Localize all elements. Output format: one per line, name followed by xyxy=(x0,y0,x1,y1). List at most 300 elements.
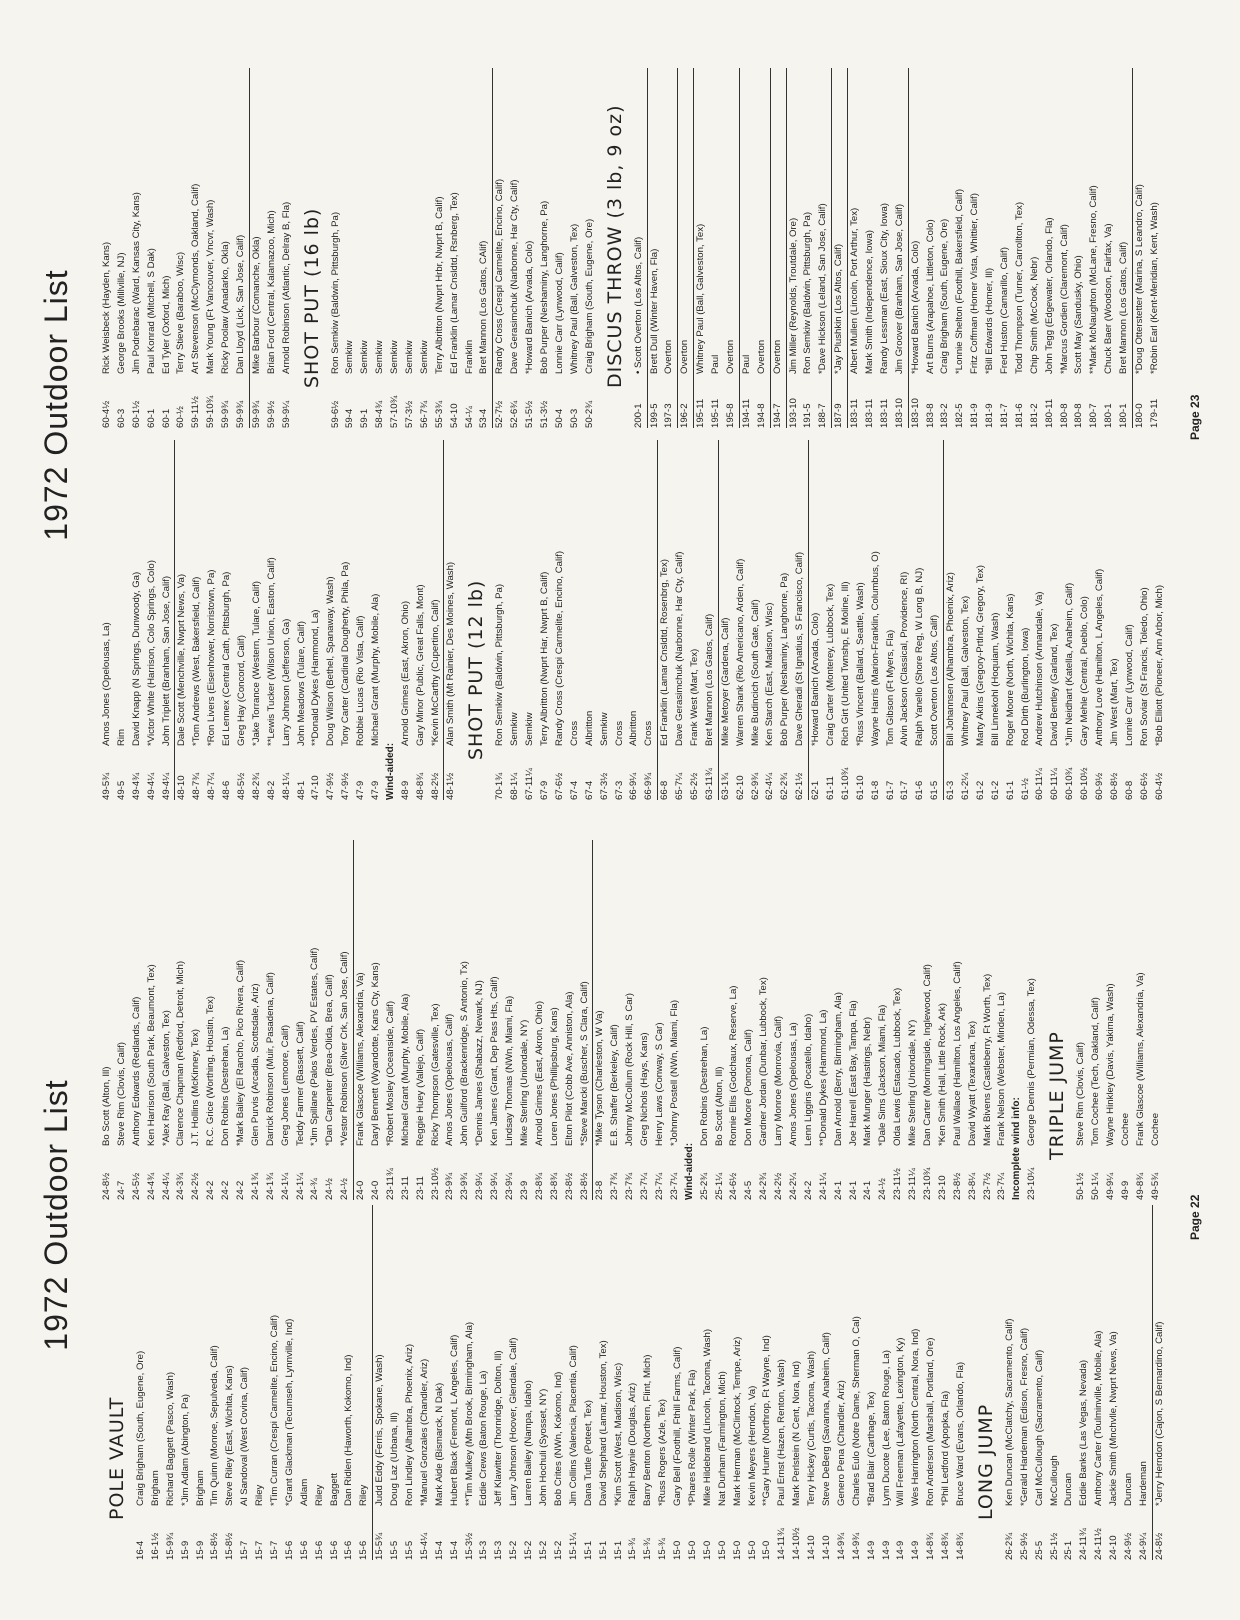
left-page xyxy=(0,810,1240,1620)
athlete: Chuck Baer (Woodson, Fairfax, Va) xyxy=(1103,223,1115,374)
mark: 62-1½ xyxy=(794,772,806,800)
mark: 61-1 xyxy=(1004,780,1016,800)
result-row xyxy=(1092,1205,1107,1560)
mark: 65-2½ xyxy=(688,772,700,800)
athlete: Dan Carter (Morningside, Inglewood, Calif) xyxy=(921,964,933,1146)
result-row xyxy=(598,440,613,800)
mark: 24-2¾ xyxy=(758,1172,770,1200)
mark: 49-5¾ xyxy=(1149,1172,1161,1200)
athlete: Tom Cochee (Tech, Oakland, Calif) xyxy=(1090,997,1101,1146)
athlete: Terry Hickey (Curtis, Tacoma, Wash) xyxy=(806,1350,818,1506)
result-row xyxy=(716,1205,731,1560)
athlete: *Russ Vincent (Ballard, Seattle, Wash) xyxy=(854,582,866,746)
result-row xyxy=(219,68,234,428)
mark: 23-7¾ xyxy=(624,1172,636,1200)
mark: 24-11¾ xyxy=(1078,1528,1090,1560)
mark: 48-2½ xyxy=(429,772,441,800)
mark: 15-9 xyxy=(194,1540,206,1560)
result-row xyxy=(538,440,553,800)
result-row xyxy=(493,440,508,800)
result-row xyxy=(913,440,928,800)
athlete: Doug Laz (Urbana, Ill) xyxy=(389,1412,401,1506)
result-row xyxy=(358,68,373,428)
mark: 54-¼ xyxy=(463,406,475,428)
result-row xyxy=(174,68,189,428)
mark: 15-4 xyxy=(448,1540,460,1560)
result-row xyxy=(563,840,578,1200)
mark: 23-10¾ xyxy=(921,1167,933,1200)
athlete: Anthony Edwards (Redlands, Calif) xyxy=(130,996,142,1146)
mark: 15-9 xyxy=(179,1540,191,1560)
athlete: Clarence Chapman (Redford, Detroit, Mich) xyxy=(175,960,187,1146)
athlete: J.T. Hollins (McKinney, Tex) xyxy=(190,1029,202,1146)
athlete: Rim xyxy=(115,728,127,746)
result-row xyxy=(778,440,793,800)
result-row xyxy=(568,440,583,800)
mark: 180-8 xyxy=(1058,403,1070,428)
result-row xyxy=(938,68,953,428)
mark: 62-9¾ xyxy=(749,772,761,800)
result-row xyxy=(328,1205,343,1560)
mark: 57-10¾ xyxy=(389,395,401,428)
mark: 23-7¼ xyxy=(653,1172,665,1200)
mark: 61-7 xyxy=(899,780,911,800)
result-row xyxy=(869,440,884,800)
athlete: Dan Arnold (Berry, Birmingham, Ala) xyxy=(832,992,844,1146)
result-row xyxy=(175,440,190,800)
mark: 180-0 xyxy=(1134,403,1145,428)
mark: 23-9¼ xyxy=(474,1172,486,1200)
result-row xyxy=(1138,440,1153,800)
result-row xyxy=(369,840,384,1200)
athlete: *Russ Rogers (Azle, Tex) xyxy=(657,1399,669,1506)
mark: 24-9¼ xyxy=(1137,1532,1149,1560)
athlete: Greg Jones (Lemoore, Calif) xyxy=(279,1024,291,1146)
mark: 24-1¾ xyxy=(264,1172,276,1200)
athlete: Art Stevenson (McClymonds, Oakland, Calif) xyxy=(190,183,202,374)
result-row xyxy=(612,1205,627,1560)
athlete: Ken Starch (East, Madison, Wisc) xyxy=(764,602,776,746)
result-row xyxy=(627,440,642,800)
result-row xyxy=(623,840,638,1200)
result-row xyxy=(787,840,802,1200)
athlete: *Jay Plushkin (Los Altos, Calif) xyxy=(833,243,845,374)
mark: 62-10 xyxy=(734,775,746,800)
mark: 14-10½ xyxy=(791,1527,803,1560)
result-row xyxy=(832,68,848,428)
result-row xyxy=(966,840,981,1200)
athlete: Ed Franklin (Lamar Cnsldtd, Rsnberg, Tex) xyxy=(448,192,460,374)
athlete: Mark Munger (Hastings, Nebr) xyxy=(862,1016,874,1146)
mark: 181-7 xyxy=(998,403,1010,428)
athlete: Ron Semkiw (Baldwin, Pittsburgh, Pa) xyxy=(494,583,506,746)
mark: 48-2 xyxy=(265,780,277,800)
athlete: John Tegg (Edgewater, Orlando, Fla) xyxy=(1043,217,1055,374)
result-row xyxy=(433,68,448,428)
athlete: Craig Carter (Monterey, Lubbock, Tex) xyxy=(824,583,836,746)
athlete: Tom Gibson (Ft Myers, Fla) xyxy=(884,629,896,746)
result-row xyxy=(1072,68,1087,428)
athlete: Craig Brigham (South, Eugene, Ore) xyxy=(135,1350,146,1506)
result-row xyxy=(433,1205,448,1560)
mark: 24-0 xyxy=(370,1180,382,1200)
athlete: Carl McCullough (Sacramento, Calif) xyxy=(1033,1349,1045,1506)
mark: 48-9 xyxy=(399,780,411,800)
mark: 60-1 xyxy=(145,408,157,428)
result-row xyxy=(928,440,944,800)
result-row xyxy=(329,68,344,428)
athlete: Mike Budincich (South Gate, Calif) xyxy=(749,599,761,746)
mark: 24-8½ xyxy=(101,1172,112,1200)
mark: 48-8¾ xyxy=(414,772,426,800)
mark: 15-¾ xyxy=(642,1538,654,1560)
mark: 61-5 xyxy=(929,780,941,800)
result-row xyxy=(878,68,893,428)
athlete: Alvin Jackson (Classical, Providence, RI) xyxy=(899,571,911,746)
result-row xyxy=(553,440,568,800)
result-row xyxy=(740,68,755,428)
mark: 23-11 xyxy=(414,1176,426,1200)
result-row xyxy=(854,440,869,800)
athlete: Fred Huston (Camarillo, Calif) xyxy=(998,247,1010,374)
athlete: *Jim Spillane (Palos Verdes, PV Estates, Calif) xyxy=(309,947,321,1146)
result-row xyxy=(1048,1205,1063,1560)
mark: 23-8¼ xyxy=(966,1172,978,1200)
athlete: *Tim Curran (Crespi Carmelite, Encino, Calif) xyxy=(269,1314,281,1506)
result-row xyxy=(313,1205,328,1560)
mark: 24-2 xyxy=(802,1180,814,1200)
athlete: Frank Glascoe (Williams, Alexandria, Va) xyxy=(355,972,367,1146)
athlete: Rick Weisbeck (Hayden, Kans) xyxy=(101,241,112,374)
result-row xyxy=(746,1205,761,1560)
mark: 23-8¾ xyxy=(533,1172,545,1200)
athlete: **Mark McNaughton (McLane, Fresno, Calif) xyxy=(1088,185,1100,374)
result-row xyxy=(632,68,648,428)
result-row xyxy=(343,68,358,428)
mark: 14-9 xyxy=(910,1540,922,1560)
athlete: Terry Stieve (Baraboo, Wisc) xyxy=(175,251,187,374)
mark: 51-3½ xyxy=(539,400,551,428)
athlete: Tim Quinn (Monroe, Sepulveda, Calif) xyxy=(209,1345,221,1506)
mark: 59-9½ xyxy=(265,400,277,428)
athlete: Albritton xyxy=(628,710,640,746)
result-row xyxy=(235,440,250,800)
mark: 23-10 xyxy=(936,1175,948,1200)
mark: 48-5½ xyxy=(236,772,248,800)
athlete: Mike Metoyer (Gardena, Calif) xyxy=(719,617,731,746)
athlete: Semkiw xyxy=(509,712,521,746)
athlete: *Gerald Hardeman (Edison, Fresno, Calif) xyxy=(1018,1327,1030,1506)
result-row xyxy=(1122,1205,1137,1560)
mark: 67-3½ xyxy=(598,772,610,800)
athlete: *Lonnie Shelton (Foothill, Bakersfield, Calif) xyxy=(954,188,966,374)
athlete: Eddie Banks (Las Vegas, Nevada) xyxy=(1078,1359,1090,1506)
athlete: Jim Collins (Valencia, Placentia, Calif) xyxy=(567,1345,579,1506)
mark: 24-1 xyxy=(862,1180,874,1200)
athlete: Semkiw xyxy=(359,340,371,374)
result-row xyxy=(981,840,996,1200)
result-row xyxy=(507,1205,522,1560)
mark: 24-0 xyxy=(355,1180,367,1200)
mark: 181-6 xyxy=(1013,403,1025,428)
result-row xyxy=(1119,840,1134,1200)
result-row xyxy=(134,1205,149,1560)
athlete: Arnold Grimes (East, Akron, Ohio) xyxy=(533,1000,545,1146)
result-row xyxy=(1013,68,1028,428)
mark: 50-4 xyxy=(553,408,565,428)
page-number: Page 23 xyxy=(1188,394,1202,440)
athlete: *Phares Rolle (Winter Park, Fla) xyxy=(686,1369,698,1506)
result-row xyxy=(848,68,863,428)
mark: 49-8¾ xyxy=(1134,1172,1146,1200)
result-row xyxy=(477,1205,492,1560)
mark: 23-11½ xyxy=(892,1168,904,1200)
result-row xyxy=(734,440,749,800)
mark: 23-11 xyxy=(399,1176,411,1200)
mark: 60-3 xyxy=(115,408,127,428)
result-row xyxy=(463,68,478,428)
mark: 60-9½ xyxy=(1094,772,1105,800)
result-row xyxy=(357,1205,373,1560)
result-row xyxy=(671,1205,686,1560)
mark: 180-1 xyxy=(1103,403,1115,428)
athlete: Ken Harrison (South Park, Beaumont, Tex) xyxy=(145,964,157,1146)
athlete: Don Robins (Destrehan, La) xyxy=(698,1026,710,1146)
result-row xyxy=(552,1205,567,1560)
subsection-label: Incomplete wind info: xyxy=(1011,1097,1023,1200)
result-row xyxy=(884,440,899,800)
mark: 61-2 xyxy=(974,780,986,800)
athlete: Mark Smith (Independence, Iowa) xyxy=(863,230,875,374)
mark: 24-5½ xyxy=(130,1172,142,1200)
result-row xyxy=(548,840,563,1200)
mark: 15-4¼ xyxy=(418,1532,430,1560)
mark: 183-11 xyxy=(878,398,890,428)
result-row xyxy=(369,440,384,800)
page-number: Page 22 xyxy=(1188,1194,1202,1240)
result-row xyxy=(189,68,204,428)
result-row xyxy=(763,440,778,800)
athlete: Reggie Huey (Vallejo, Calif) xyxy=(414,1028,426,1146)
mark: 193-10 xyxy=(787,398,799,428)
athlete: Teddy Farmer (Bassett, Calif) xyxy=(294,1021,306,1146)
athlete: Larren Bailey (Nampa, Idaho) xyxy=(523,1380,535,1506)
result-row xyxy=(662,68,678,428)
athlete: Ricky Thompson (Gatesville, Tex) xyxy=(429,1003,441,1146)
result-row xyxy=(790,1205,805,1560)
mark: 23-8¾ xyxy=(548,1172,560,1200)
athlete: David Bentley (Garland, Tex) xyxy=(1049,623,1061,746)
mark: 181-2 xyxy=(1028,403,1040,428)
athlete: **Lewis Tucker (Wilson Union, Easton, Calif) xyxy=(265,557,277,746)
result-row xyxy=(473,840,488,1200)
athlete: Dan Ridlen (Haworth, Kokomo, Ind) xyxy=(343,1354,355,1506)
athlete: Jackie Smith (Mnchvlle, Nwprt News, Va) xyxy=(1108,1331,1120,1506)
result-row xyxy=(648,68,663,428)
result-row xyxy=(893,68,909,428)
athlete: Paul Konrad (Mitchell, S Dak) xyxy=(145,248,157,374)
athlete: *Phil Ledford (Apopka, Fla) xyxy=(940,1390,952,1506)
mark: 66-9¾ xyxy=(643,772,655,800)
result-row xyxy=(1093,440,1108,800)
result-row xyxy=(1123,440,1138,800)
athlete: Whitney Paul (Ball, Galveston, Tex) xyxy=(959,595,971,746)
result-row xyxy=(388,68,403,428)
athlete: Bill Linnekohl (Hoquiam, Wash) xyxy=(989,612,1001,746)
mark: 62-2¾ xyxy=(779,772,791,800)
mark: 15-2 xyxy=(538,1540,550,1560)
mark: 15-2 xyxy=(508,1540,520,1560)
mark: 14-9 xyxy=(895,1540,907,1560)
athlete: Arnold Grimes (East, Akron, Ohio) xyxy=(399,600,411,746)
result-row xyxy=(1102,68,1117,428)
mark: 67-11¼ xyxy=(524,768,536,800)
result-row xyxy=(130,840,145,1200)
result-row xyxy=(533,840,548,1200)
result-row xyxy=(755,68,771,428)
athlete: Overton xyxy=(771,339,783,374)
mark: 24-1¼ xyxy=(817,1172,829,1200)
mark: 56-7¾ xyxy=(418,400,430,428)
mark: 60-½ xyxy=(175,406,187,428)
mark: 14-10 xyxy=(806,1535,818,1560)
result-row xyxy=(613,440,628,800)
athlete: Overton xyxy=(679,339,691,374)
athlete: Bo Scott (Alton, Ill) xyxy=(101,1066,112,1146)
mark: 15-3 xyxy=(478,1540,490,1560)
result-row xyxy=(115,440,130,800)
athlete: Frank Nelson (Webster, Minden, La) xyxy=(996,992,1008,1146)
athlete: *Doug Otterstetter (Marina, S Leandro, Calif) xyxy=(1134,184,1145,374)
athlete: Whitney Paul (Ball, Galveston, Tex) xyxy=(568,223,580,374)
athlete: Riley xyxy=(358,1484,370,1506)
result-row xyxy=(553,68,568,428)
result-row xyxy=(503,840,518,1200)
result-row xyxy=(891,840,906,1200)
mark: 15-1¼ xyxy=(567,1532,579,1560)
athlete: Nat Durham (Farmington, Mich) xyxy=(716,1371,728,1506)
athlete: *Alex Ray (Ball, Galveston, Tex) xyxy=(160,1010,172,1146)
athlete: Semkiw xyxy=(418,340,430,374)
athlete: Mark Herman (McClintock, Tempe, Ariz) xyxy=(731,1336,743,1506)
mark: 16-1½ xyxy=(149,1532,161,1560)
result-row xyxy=(204,68,219,428)
mark: 15-0 xyxy=(761,1540,773,1560)
athlete: Don Moore (Pomona, Calif) xyxy=(743,1029,755,1146)
result-row xyxy=(1063,440,1078,800)
athlete: *Jim Neidhart (Katella, Anaheim, Calif) xyxy=(1064,582,1076,746)
mark: 23-8½ xyxy=(563,1172,575,1200)
mark: 61-7 xyxy=(884,780,896,800)
athlete: Bob Purper (Neshaminy, Langhorne, Pa) xyxy=(539,200,551,374)
athlete: Greg Hay (Concord, Calif) xyxy=(236,635,248,746)
result-row xyxy=(861,840,876,1200)
athlete: *Manuel Gonzales (Chandler, Ariz) xyxy=(418,1358,430,1506)
athlete: Judd Eddy (Ferris, Spokane, Wash) xyxy=(374,1354,386,1506)
results-column xyxy=(100,68,1163,428)
result-row xyxy=(742,840,757,1200)
mark: 15-1 xyxy=(612,1540,624,1560)
mark: 63-11¾ xyxy=(703,768,715,800)
result-row xyxy=(1062,1205,1077,1560)
athlete: Gary Mehle (Central, Pueblo, Colo) xyxy=(1079,596,1091,746)
result-row xyxy=(354,840,369,1200)
mark: 195-11 xyxy=(695,398,707,428)
result-row xyxy=(898,440,913,800)
mark: 65-7¼ xyxy=(674,772,686,800)
athlete: Cochee xyxy=(1119,1112,1131,1146)
result-row xyxy=(414,440,429,800)
athlete: Ron Lindley (Alhambra, Phoenix, Ariz) xyxy=(404,1343,416,1506)
athlete: Mike Hildebrand (Lincoln, Tacoma, Wash) xyxy=(701,1328,713,1506)
athlete: Mike Barbour (Comanche, Okla) xyxy=(250,236,262,374)
result-row xyxy=(787,68,802,428)
mark: 55-3¾ xyxy=(433,400,445,428)
athlete: David Wyatt (Texarkana, Tex) xyxy=(966,1020,978,1146)
mark: 48-10 xyxy=(176,775,188,800)
mark: 24-4¼ xyxy=(160,1172,172,1200)
mark: 15-6 xyxy=(343,1540,355,1560)
result-row xyxy=(100,68,115,428)
mark: 15-6 xyxy=(283,1540,295,1560)
mark: 53-4 xyxy=(478,408,490,428)
mark: 183-8 xyxy=(924,403,936,428)
result-row xyxy=(444,440,459,800)
mark: 15-0 xyxy=(746,1540,758,1560)
athlete: Genero Pena (Chandler, Ariz) xyxy=(835,1380,847,1506)
athlete: Kevin Meyers (Herndon, Va) xyxy=(746,1385,758,1506)
athlete: Amos Jones (Opelousas, La) xyxy=(101,622,112,746)
mark: 15-8½ xyxy=(209,1532,221,1560)
athlete: Wayne Harris (Marion-Franklin, Columbus, O) xyxy=(869,551,881,746)
result-row xyxy=(1028,68,1043,428)
athlete: Brigham xyxy=(194,1470,206,1506)
athlete: Semkiw xyxy=(524,712,536,746)
athlete: *Ron Livers (Eisenhower, Norristown, Pa) xyxy=(206,569,218,746)
athlete: Eddie Crews (Baton Rouge, La) xyxy=(478,1370,490,1506)
mark: 14-10 xyxy=(820,1535,832,1560)
result-row xyxy=(713,840,728,1200)
result-row xyxy=(760,1205,775,1560)
result-row xyxy=(1107,1205,1122,1560)
mark: 183-10 xyxy=(893,398,905,428)
mark: 51-5½ xyxy=(524,400,536,428)
result-row xyxy=(463,1205,478,1560)
result-row xyxy=(448,1205,463,1560)
mark: 23-10¼ xyxy=(1026,1167,1038,1200)
athlete: Ed Tyler (Oxford, Mich) xyxy=(160,275,172,374)
athlete: Lynn Ducote (Lee, Baton Rouge, La) xyxy=(880,1350,892,1506)
event-heading: TRIPLE JUMP xyxy=(1046,1031,1069,1160)
result-row xyxy=(989,440,1004,800)
athlete: Gary Minor (Public, Great Falls, Mont) xyxy=(414,584,426,746)
athlete: *Bob Elliott (Pioneer, Ann Arbor, Mich) xyxy=(1153,584,1165,746)
mark: 181-9 xyxy=(969,403,981,428)
athlete: Paul Wallace (Hamilton, Los Angeles, Calif) xyxy=(951,961,963,1146)
result-row xyxy=(280,68,295,428)
athlete: *Tom Andrews (West, Bakersfield, Calif) xyxy=(191,576,203,746)
athlete: Gardner Jordan (Dunbar, Lubbock, Tex) xyxy=(758,977,770,1146)
athlete: Anthony Carter (Toulminville, Mobile, Ala) xyxy=(1093,1330,1105,1506)
athlete: Overton xyxy=(755,339,767,374)
result-row xyxy=(1117,68,1133,428)
mark: 70-1¾ xyxy=(494,772,506,800)
mark: 61-6 xyxy=(914,780,926,800)
mark: 24-½ xyxy=(339,1178,351,1200)
mark: 60-10½ xyxy=(1079,767,1091,800)
athlete: Daryl Bennett (Wyandotte, Kans Cty, Kans) xyxy=(370,962,382,1146)
athlete: John Guilford (Brackenridge, S Antonio, Tx) xyxy=(459,961,471,1146)
